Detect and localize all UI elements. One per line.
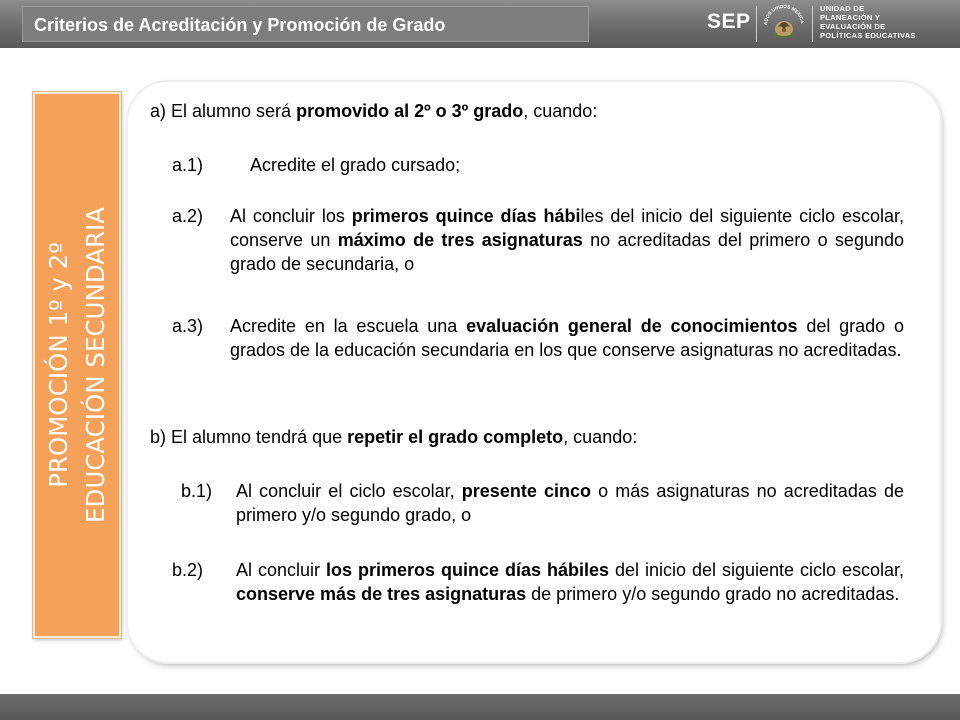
- title-box: [22, 6, 589, 42]
- rule-label: a.1): [172, 155, 204, 175]
- rule-b1: b.1) Al concluir el ciclo escolar, presente cinco o más asignaturas no acreditadas de primero y/o segundo grado, o: [181, 481, 905, 525]
- header-bar: [0, 0, 960, 48]
- national-seal-icon: [761, 3, 807, 45]
- rule-label: b.1): [181, 481, 213, 501]
- rule-a1: a.1) Acredite el grado cursado;: [172, 155, 461, 175]
- unit-line: UNIDAD DE: [820, 4, 865, 13]
- rule-a2: a.2) Al concluir los primeros quince días hábiles del inicio del siguiente ciclo escolar, conserve un máximo de tres asignaturas no acreditadas del primero o segundo grado de secundaria, o: [172, 206, 905, 274]
- logo-area: [698, 0, 960, 48]
- rule-label: a.3): [172, 316, 204, 336]
- logo-divider: [756, 6, 757, 42]
- unit-line: POLÍTICAS EDUCATIVAS: [820, 31, 916, 40]
- rule-a: a) El alumno será promovido al 2º o 3º grado, cuando:: [150, 101, 598, 121]
- rule-b2: b.2) Al concluir los primeros quince días hábiles del inicio del siguiente ciclo escolar, conserve más de tres asignaturas de primero y/o segundo grado no acreditadas.: [172, 560, 904, 604]
- footer-bar: [0, 694, 960, 720]
- sep-logo: SEP: [707, 10, 751, 33]
- unit-line: EVALUACIÓN DE: [820, 22, 886, 31]
- side-banner: [33, 92, 121, 638]
- page-title: Criterios de Acreditación y Promoción de Grado: [34, 15, 446, 35]
- rule-label: a.2): [172, 206, 204, 226]
- side-banner-text: [35, 94, 119, 636]
- unit-name: [820, 4, 960, 40]
- unit-line: PLANEACIÓN Y: [820, 13, 881, 22]
- rule-b: b) El alumno tendrá que repetir el grado completo, cuando:: [150, 427, 638, 447]
- side-banner-line2: EDUCACIÓN SECUNDARIA: [81, 206, 110, 524]
- rule-a3: a.3) Acredite en la escuela una evaluación general de conocimientos del grado o grados de la educación secundaria en los que conserve asignaturas no acreditadas.: [172, 316, 904, 360]
- seal-text: ADOS UNIDOS MEXICA: [762, 3, 805, 26]
- rule-label: b.2): [172, 560, 204, 580]
- logo-divider: [812, 6, 813, 42]
- side-banner-line1: PROMOCIÓN 1º y 2º: [44, 242, 73, 488]
- content-panel: [128, 82, 940, 662]
- content-text: [128, 82, 940, 662]
